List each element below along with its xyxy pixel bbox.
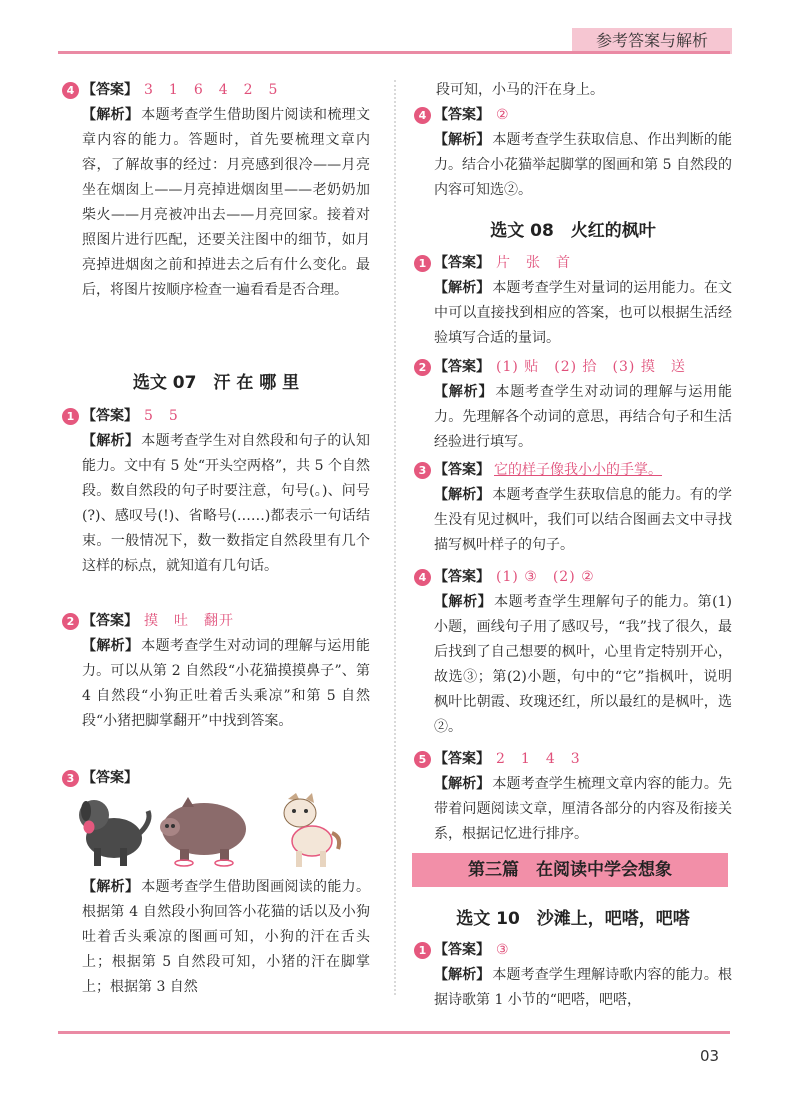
answer-text: (1) 贴 (2) 拾 (3) 摸 送 bbox=[496, 359, 686, 375]
s07-q2-block bbox=[62, 609, 370, 734]
pig-image bbox=[160, 797, 246, 866]
s08-q3-block bbox=[414, 458, 732, 558]
answer-text: ② bbox=[496, 107, 510, 123]
s07-q1-block bbox=[62, 404, 370, 579]
analysis-text: 本题考查学生对自然段和句子的认知能力。文中有 5 处“开头空两格”，共 5 个自然段。数自然段的句子时要注意，句号(。)、问号(?)、感叹号(!)、省略号(……)都表示一句话结束。一般情况下，数一数指定自然段里有几个这样的标点，就知道有几句话。 bbox=[82, 433, 371, 574]
analysis-text: 本题考查学生对量词的运用能力。在文中可以直接找到相应的答案，也可以根据生活经验填写合适的量词。 bbox=[434, 280, 733, 346]
analysis-label: 【解析】 bbox=[434, 776, 491, 792]
section-title-07: 选文 07 汗 在 哪 里 bbox=[132, 373, 300, 393]
s08-q2-block bbox=[414, 355, 732, 455]
question-number: 1 bbox=[414, 255, 431, 272]
s08-q4-block bbox=[414, 565, 732, 740]
analysis-text: 本题考查学生借助图片阅读和梳理文章内容的能力。答题时，首先要梳理文章内容，了解故事的经过：月亮感到很冷——月亮坐在烟囱上——月亮掉进烟囱里——老奶奶加柴火——月亮被冲出去——月亮回家。接着对照图片进行匹配，还要关注图中的细节，如月亮掉进烟囱之前和掉进去之后有什么变化。最后，将图片按顺序检查一遍看看是否合理。 bbox=[82, 107, 371, 298]
question-number: 3 bbox=[414, 462, 431, 479]
analysis-paragraph bbox=[414, 128, 732, 203]
answer-text: 摸 吐 翻开 bbox=[144, 613, 234, 629]
analysis-text: 本题考查学生借助图画阅读的能力。根据第 4 自然段小狗回答小花猫的话以及小狗吐着舌头乘凉的图画可知，小狗的汗在舌头上；根据第 5 自然段可知，小猪的汗在脚掌上；根据第 3 自然 bbox=[82, 879, 371, 995]
question-number: 5 bbox=[414, 751, 431, 768]
question-number: 1 bbox=[62, 408, 79, 425]
analysis-label: 【解析】 bbox=[434, 384, 494, 400]
answer-label: 【答案】 bbox=[434, 255, 490, 271]
analysis-text: 本题考查学生获取信息、作出判断的能力。结合小花猫举起脚掌的图画和第 5 自然段的内容可知选②。 bbox=[434, 132, 733, 198]
answer-label: 【答案】 bbox=[82, 613, 138, 629]
question-number: 2 bbox=[62, 613, 79, 630]
analysis-text: 本题考查学生理解句子的能力。第(1)小题，画线句子用了感叹号，“我”找了很久，最后找到了自己想要的枫叶，心里肯定特别开心，故选③；第(2)小题，句中的“它”指枫叶，说明枫叶比朝霞、玫瑰还红，所以最红的是枫叶，选②。 bbox=[434, 594, 732, 735]
question-number: 4 bbox=[414, 569, 431, 586]
section-title-08: 选文 08 火红的枫叶 bbox=[490, 221, 656, 241]
question-number: 1 bbox=[414, 942, 431, 959]
answer-label: 【答案】 bbox=[434, 107, 490, 123]
question-number: 2 bbox=[414, 359, 431, 376]
question-number: 4 bbox=[414, 107, 431, 124]
analysis-paragraph bbox=[414, 772, 732, 847]
analysis-paragraph bbox=[414, 590, 732, 740]
answer-label: 【答案】 bbox=[82, 408, 138, 424]
answer-text: 2 1 4 3 bbox=[496, 751, 581, 767]
analysis-paragraph bbox=[414, 276, 732, 351]
s07-q4-block bbox=[414, 103, 732, 203]
s08-q5-block bbox=[414, 747, 732, 847]
analysis-paragraph bbox=[414, 483, 732, 558]
answer-text: 3 1 6 4 2 5 bbox=[144, 82, 279, 98]
analysis-text: 本题考查学生对动词的理解与运用能力。可以从第 2 自然段“小花猫摸摸鼻子”、第 4 自然段“小狗正吐着舌头乘凉”和第 5 自然段“小猪把脚掌翻开”中找到答案。 bbox=[82, 638, 371, 729]
page-number: 03 bbox=[700, 1047, 720, 1065]
header-rule bbox=[58, 51, 730, 54]
answer-label: 【答案】 bbox=[434, 462, 490, 478]
answer-text: 5 5 bbox=[144, 408, 179, 424]
analysis-text: 本题考查学生对动词的理解与运用能力。先理解各个动词的意思，再结合句子和生活经验进行填写。 bbox=[434, 384, 733, 450]
answer-text: (1) ③ (2) ② bbox=[496, 569, 595, 585]
answer-label: 【答案】 bbox=[434, 751, 490, 767]
analysis-label: 【解析】 bbox=[434, 487, 491, 503]
analysis-label: 【解析】 bbox=[434, 280, 491, 296]
answer-label: 【答案】 bbox=[434, 569, 490, 585]
column-divider bbox=[394, 80, 396, 995]
dog-image bbox=[79, 800, 149, 866]
analysis-paragraph bbox=[62, 103, 370, 303]
answer-text: 它的样子像我小小的手掌。 bbox=[494, 462, 662, 478]
analysis-paragraph bbox=[414, 380, 732, 455]
animals-illustration bbox=[74, 793, 374, 871]
answer-text: ③ bbox=[496, 942, 510, 958]
question-number: 4 bbox=[62, 82, 79, 99]
analysis-paragraph bbox=[62, 429, 370, 579]
part-three-banner: 第三篇 在阅读中学会想象 bbox=[412, 853, 728, 887]
analysis-text: 本题考查学生获取信息的能力。有的学生没有见过枫叶，我们可以结合图画去文中寻找描写枫叶样子的句子。 bbox=[434, 487, 733, 553]
answer-text: 片 张 首 bbox=[496, 255, 571, 271]
analysis-paragraph bbox=[414, 963, 732, 1013]
analysis-label: 【解析】 bbox=[82, 638, 140, 654]
s08-q1-block bbox=[414, 251, 732, 351]
analysis-label: 【解析】 bbox=[82, 107, 140, 123]
answer-label: 【答案】 bbox=[82, 82, 138, 98]
question-number: 3 bbox=[62, 770, 79, 787]
continued-text bbox=[436, 78, 732, 103]
footer-rule bbox=[58, 1031, 730, 1034]
analysis-text: 本题考查学生梳理文章内容的能力。先带着问题阅读文章，厘清各部分的内容及衔接关系，根据记忆进行排序。 bbox=[434, 776, 733, 842]
answer-label: 【答案】 bbox=[434, 359, 490, 375]
answer-label: 【答案】 bbox=[434, 942, 490, 958]
analysis-paragraph bbox=[62, 875, 370, 1000]
analysis-label: 【解析】 bbox=[434, 132, 491, 148]
analysis-label: 【解析】 bbox=[82, 433, 140, 449]
q4-block bbox=[62, 78, 370, 303]
horse-image bbox=[284, 793, 339, 867]
s07-q3-analysis bbox=[62, 875, 370, 1000]
analysis-text: 本题考查学生理解诗歌内容的能力。根据诗歌第 1 小节的“吧嗒，吧嗒， bbox=[434, 967, 733, 1008]
answer-label: 【答案】 bbox=[82, 770, 138, 786]
s10-q1-block bbox=[414, 938, 732, 1013]
header-title: 参考答案与解析 bbox=[572, 28, 732, 54]
section-title-10: 选文 10 沙滩上，吧嗒，吧嗒 bbox=[456, 909, 690, 929]
analysis-paragraph bbox=[62, 634, 370, 734]
s07-q3-block bbox=[62, 766, 370, 791]
analysis-label: 【解析】 bbox=[434, 594, 493, 610]
analysis-label: 【解析】 bbox=[434, 967, 491, 983]
continued-line: 段可知，小马的汗在身上。 bbox=[436, 82, 604, 98]
analysis-label: 【解析】 bbox=[82, 879, 140, 895]
